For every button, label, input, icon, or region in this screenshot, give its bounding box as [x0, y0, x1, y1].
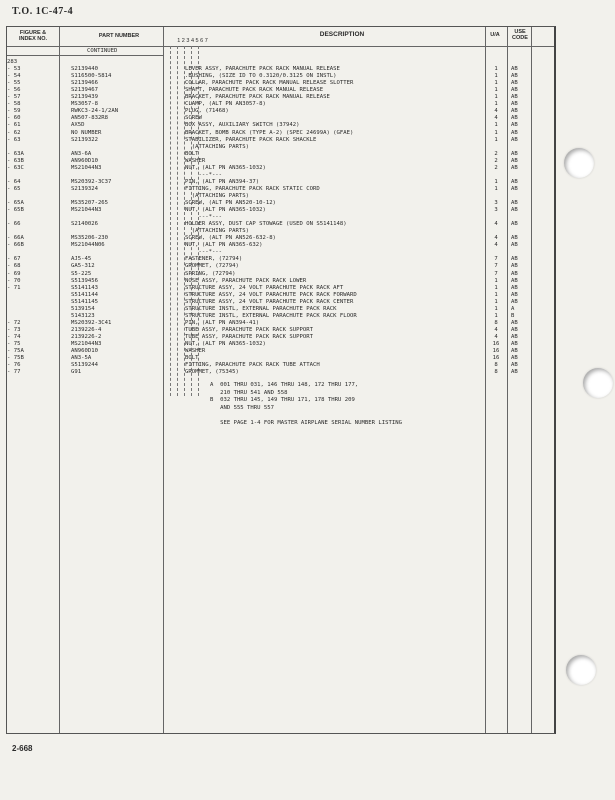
row-units-per-assy: 1: [494, 122, 498, 129]
header-units-per-assy: U/A: [490, 32, 500, 38]
row-units-per-assy: 1: [494, 87, 498, 94]
row-part-number: AN3-5A: [71, 355, 92, 362]
row-description: NUT, (ALT PN AN365-632): [185, 242, 263, 249]
row-part-number: MS21044N3: [71, 341, 102, 347]
row-use-code: AB: [511, 298, 518, 305]
row-description: NOSE ASSY, PARACHUTE PACK RACK LOWER: [185, 277, 307, 284]
row-use-code: AB: [511, 101, 518, 108]
row-units-per-assy: 7: [494, 256, 498, 263]
row-part-number: NO NUMBER: [71, 129, 102, 136]
row-units-per-assy: 1: [494, 136, 498, 143]
row-description: STRUCTURE INSTL, EXTERNAL PARACHUTE PACK RACK: [185, 305, 337, 312]
row-use-code: AB: [511, 348, 518, 355]
row-units-per-assy: 1: [494, 284, 498, 291]
row-units-per-assy: 1: [494, 94, 498, 101]
row-part-number: AN960D10: [71, 157, 98, 164]
row-description: BRACKET, PARACHUTE PACK RACK MANUAL RELEASE: [185, 94, 330, 101]
row-description: CLAMP, (ALT PN AN3057-8): [185, 101, 266, 108]
row-figure-index: - 60: [7, 115, 21, 122]
row-description: SCREW, (ALT PN AN520-10-12): [185, 200, 276, 206]
row-units-per-assy: 4: [494, 115, 498, 122]
continued-label: CONTINUED: [87, 48, 118, 54]
header-use-code: USE CODE: [512, 29, 528, 41]
row-figure-index: - 74: [7, 333, 21, 340]
row-figure-index: - 71: [7, 284, 21, 291]
row-description: .BUSHING, (SIZE ID TO 0.3120/0.3125 ON INSTL): [185, 73, 337, 80]
row-part-number: S5141145: [71, 298, 98, 305]
row-description: WASHER: [185, 157, 206, 164]
row-description: STRUCTURE ASSY, 24 VOLT PARACHUTE PACK RACK CENTER: [185, 298, 354, 305]
row-figure-index: - 76: [7, 362, 21, 369]
row-units-per-assy: 1: [494, 80, 498, 87]
header-indent-columns: 1 2 3 4 5 6 7: [177, 38, 208, 44]
row-figure-index: - 61: [7, 122, 21, 129]
row-use-code: AB: [511, 122, 518, 129]
binder-hole-top: [564, 148, 594, 178]
row-units-per-assy: 4: [494, 333, 498, 340]
row-figure-index: - 65B: [7, 207, 24, 214]
row-units-per-assy: 1: [494, 185, 498, 192]
row-part-number: S2140026: [71, 221, 98, 228]
row-description: STRUCTURE INSTL, EXTERNAL PARACHUTE PACK RACK FLOOR: [185, 312, 357, 319]
row-use-code: AB: [511, 115, 518, 122]
row-description: TUBE ASSY, PARACHUTE PACK RACK SUPPORT: [185, 333, 313, 340]
row-part-number: MS21044N3: [71, 164, 102, 171]
row-part-number: S2139324: [71, 185, 98, 192]
row-description: FITTING, PARACHUTE PACK RACK TUBE ATTACH: [185, 362, 320, 369]
row-description: STRUCTURE ASSY, 24 VOLT PARACHUTE PACK RACK FORWARD: [185, 291, 357, 298]
row-part-number: S5139244: [71, 362, 98, 369]
row-part-number: S2139322: [71, 136, 98, 143]
row-use-code: AB: [511, 341, 518, 347]
binder-hole-bottom: [566, 655, 596, 685]
note-line: B 032 THRU 145, 149 THRU 171, 178 THRU 209: [210, 397, 355, 404]
row-units-per-assy: 2: [494, 150, 498, 157]
row-use-code: AB: [511, 66, 518, 73]
row-part-number: 2139226-2: [71, 333, 102, 340]
row-units-per-assy: 1: [494, 312, 498, 319]
row-part-number: MS35206-230: [71, 235, 109, 242]
row-units-per-assy: 1: [494, 178, 498, 185]
row-description: BRACKET, BOMB RACK (TYPE A-2) (SPEC 24699A) (GFAE): [185, 129, 354, 136]
row-units-per-assy: 3: [494, 207, 498, 214]
row-use-code: AB: [511, 200, 518, 206]
row-figure-index: - 62: [7, 129, 21, 136]
row-units-per-assy: 1: [494, 73, 498, 80]
row-part-number: MS35207-265: [71, 200, 109, 206]
row-units-per-assy: 4: [494, 242, 498, 249]
continued-divider: [7, 55, 163, 56]
row-units-per-assy: 1: [494, 305, 498, 312]
row-part-number: MS3057-8: [71, 101, 98, 108]
row-figure-index: 283: [7, 59, 18, 65]
row-description: TUBE ASSY, PARACHUTE PACK RACK SUPPORT: [185, 326, 313, 333]
row-part-number: AJ5-45: [71, 256, 92, 263]
row-units-per-assy: 1: [494, 66, 498, 73]
row-units-per-assy: 4: [494, 326, 498, 333]
row-use-code: A: [511, 305, 515, 312]
row-use-code: AB: [511, 129, 518, 136]
row-use-code: AB: [511, 277, 518, 284]
row-figure-index: - 53: [7, 66, 21, 73]
row-units-per-assy: 1: [494, 101, 498, 108]
row-use-code: AB: [511, 73, 518, 80]
row-use-code: AB: [511, 221, 518, 228]
row-units-per-assy: 1: [494, 298, 498, 305]
row-description: (ATTACHING PARTS): [185, 192, 249, 199]
row-description: ---*---: [185, 249, 223, 256]
row-part-number: MS20392-3C41: [71, 319, 112, 326]
row-description: NUT, (ALT PN AN365-1032): [185, 207, 266, 214]
row-use-code: AB: [511, 256, 518, 263]
row-description: FASTENER, (72794): [185, 256, 243, 263]
row-figure-index: - 72: [7, 319, 21, 326]
row-figure-index: - 63A: [7, 150, 24, 157]
row-figure-index: - 75: [7, 341, 21, 347]
row-part-number: AN960D10: [71, 348, 98, 355]
row-part-number: MS21044N06: [71, 242, 105, 249]
row-use-code: AB: [511, 355, 518, 362]
row-description: SHAFT, PARACHUTE PACK RACK MANUAL RELEASE: [185, 87, 324, 94]
note-line: AND 555 THRU 557: [210, 404, 274, 411]
row-figure-index: - 55: [7, 80, 21, 87]
page-number: 2-668: [12, 744, 33, 753]
row-figure-index: - 66A: [7, 235, 24, 242]
row-description: SCREW, (ALT PN AN526-632-8): [185, 235, 276, 242]
row-use-code: AB: [511, 242, 518, 249]
row-figure-index: - 77: [7, 369, 21, 376]
row-description: PIN, (ALT PN AN394-41): [185, 319, 260, 326]
row-part-number: S116500-5814: [71, 73, 112, 80]
row-part-number: AX5D: [71, 122, 85, 129]
row-figure-index: - 75B: [7, 355, 24, 362]
row-units-per-assy: 16: [492, 355, 500, 362]
row-units-per-assy: 3: [494, 200, 498, 206]
row-part-number: MS21044N3: [71, 207, 102, 214]
row-description: GROMMET, (75345): [185, 369, 239, 376]
row-part-number: 5139154: [71, 305, 95, 312]
row-part-number: AN507-832R8: [71, 115, 109, 122]
row-part-number: S5141143: [71, 284, 98, 291]
row-part-number: RWKC3-24-1/2AN: [71, 108, 119, 115]
row-use-code: AB: [511, 185, 518, 192]
row-units-per-assy: 2: [494, 164, 498, 171]
row-description: SPRING, (72794): [185, 270, 236, 277]
row-units-per-assy: 8: [494, 362, 498, 369]
row-units-per-assy: 7: [494, 263, 498, 270]
to-number: T.O. 1C-47-4: [12, 6, 74, 17]
row-figure-index: - 66B: [7, 242, 24, 249]
row-use-code: AB: [511, 150, 518, 157]
row-description: (ATTACHING PARTS): [185, 143, 249, 150]
row-description: BOX ASSY, AUXILIARY SWITCH (37942): [185, 122, 300, 129]
row-description: PIN, (ALT PN AN394-37): [185, 178, 260, 185]
row-units-per-assy: 8: [494, 369, 498, 376]
row-description: WASHER: [185, 348, 206, 355]
row-part-number: MS20392-3C37: [71, 178, 112, 185]
row-description: BOLT: [185, 355, 199, 362]
note-line: A 001 THRU 031, 146 THRU 148, 172 THRU 177,: [210, 382, 359, 389]
row-description: COLLAR, PARACHUTE PACK RACK MANUAL RELEASE SLOTTER: [185, 80, 354, 87]
row-use-code: AB: [511, 108, 518, 115]
row-units-per-assy: 1: [494, 129, 498, 136]
row-part-number: 5143123: [71, 312, 95, 319]
row-part-number: 2139226-4: [71, 326, 102, 333]
row-figure-index: - 64: [7, 178, 21, 185]
row-figure-index: - 63C: [7, 164, 24, 171]
row-part-number: S2139439: [71, 94, 98, 101]
row-description: GROMMET, (72794): [185, 263, 239, 270]
note-line: SEE PAGE 1-4 FOR MASTER AIRPLANE SERIAL NUMBER LISTING: [210, 419, 402, 426]
row-part-number: G91: [71, 369, 82, 376]
row-units-per-assy: 16: [492, 348, 500, 355]
row-figure-index: - 56: [7, 87, 21, 94]
row-description: BOLT: [185, 150, 199, 157]
row-use-code: AB: [511, 270, 518, 277]
row-use-code: AB: [511, 87, 518, 94]
row-use-code: AB: [511, 362, 518, 369]
row-figure-index: - 75A: [7, 348, 24, 355]
row-use-code: AB: [511, 284, 518, 291]
row-figure-index: - 65: [7, 185, 21, 192]
row-description: ---*---: [185, 214, 223, 221]
row-description: NUT, (ALT PN AN365-1032): [185, 164, 266, 171]
row-use-code: AB: [511, 136, 518, 143]
row-figure-index: - 73: [7, 326, 21, 333]
row-use-code: AB: [511, 80, 518, 87]
row-figure-index: - 59: [7, 108, 21, 115]
header-figure-index: FIGURE & INDEX NO.: [18, 30, 48, 42]
row-use-code: B: [511, 312, 515, 319]
row-use-code: AB: [511, 94, 518, 101]
row-part-number: S5141144: [71, 291, 98, 298]
row-description: NUT, (ALT PN AN365-1032): [185, 341, 266, 347]
row-figure-index: - 63: [7, 136, 21, 143]
row-part-number: GA5-312: [71, 263, 95, 270]
row-use-code: AB: [511, 207, 518, 214]
row-description: PLUG, (71468): [185, 108, 229, 115]
row-use-code: AB: [511, 291, 518, 298]
row-units-per-assy: 2: [494, 157, 498, 164]
row-description: STRUCTURE ASSY, 24 VOLT PARACHUTE PACK RACK AFT: [185, 284, 344, 291]
row-figure-index: - 66: [7, 221, 21, 228]
row-units-per-assy: 16: [492, 341, 500, 347]
row-use-code: AB: [511, 326, 518, 333]
row-use-code: AB: [511, 319, 518, 326]
row-figure-index: - 69: [7, 270, 21, 277]
row-figure-index: - 67: [7, 256, 21, 263]
header-description: DESCRIPTION: [319, 31, 365, 38]
table-row: [7, 368, 552, 376]
row-units-per-assy: 1: [494, 277, 498, 284]
row-description: FITTING, PARACHUTE PACK RACK STATIC CORD: [185, 185, 320, 192]
row-units-per-assy: 4: [494, 235, 498, 242]
row-use-code: AB: [511, 333, 518, 340]
row-part-number: S2139440: [71, 66, 98, 73]
note-line: 210 THRU 541 AND 558: [210, 389, 288, 396]
row-units-per-assy: 4: [494, 108, 498, 115]
row-description: HOLDER ASSY, DUST CAP STOWAGE (USED ON S5141148): [185, 221, 347, 228]
row-description: (ATTACHING PARTS): [185, 228, 249, 235]
row-description: SCREW: [185, 115, 202, 122]
header-part-number: PART NUMBER: [98, 33, 140, 39]
row-use-code: AB: [511, 164, 518, 171]
row-part-number: S2139466: [71, 80, 98, 87]
row-units-per-assy: 1: [494, 291, 498, 298]
row-use-code: AB: [511, 235, 518, 242]
row-figure-index: - 63B: [7, 157, 24, 164]
row-figure-index: - 54: [7, 73, 21, 80]
row-units-per-assy: 8: [494, 319, 498, 326]
row-part-number: AN3-6A: [71, 150, 92, 157]
row-use-code: AB: [511, 369, 518, 376]
row-use-code: AB: [511, 157, 518, 164]
row-use-code: AB: [511, 178, 518, 185]
row-figure-index: - 68: [7, 263, 21, 270]
row-description: LEVER ASSY, PARACHUTE PACK RACK MANUAL RELEASE: [185, 66, 340, 73]
binder-hole-middle: [583, 368, 613, 398]
row-figure-index: - 58: [7, 101, 21, 108]
row-units-per-assy: 4: [494, 221, 498, 228]
row-part-number: S5139456: [71, 277, 98, 284]
row-use-code: AB: [511, 263, 518, 270]
row-description: STABILIZER, PARACHUTE PACK RACK SHACKLE: [185, 136, 317, 143]
row-units-per-assy: 7: [494, 270, 498, 277]
row-figure-index: - 57: [7, 94, 21, 101]
row-part-number: S5-225: [71, 270, 92, 277]
row-description: ---*---: [185, 171, 223, 178]
row-figure-index: - 70: [7, 277, 21, 284]
row-figure-index: - 65A: [7, 200, 24, 206]
row-part-number: S2139467: [71, 87, 98, 94]
